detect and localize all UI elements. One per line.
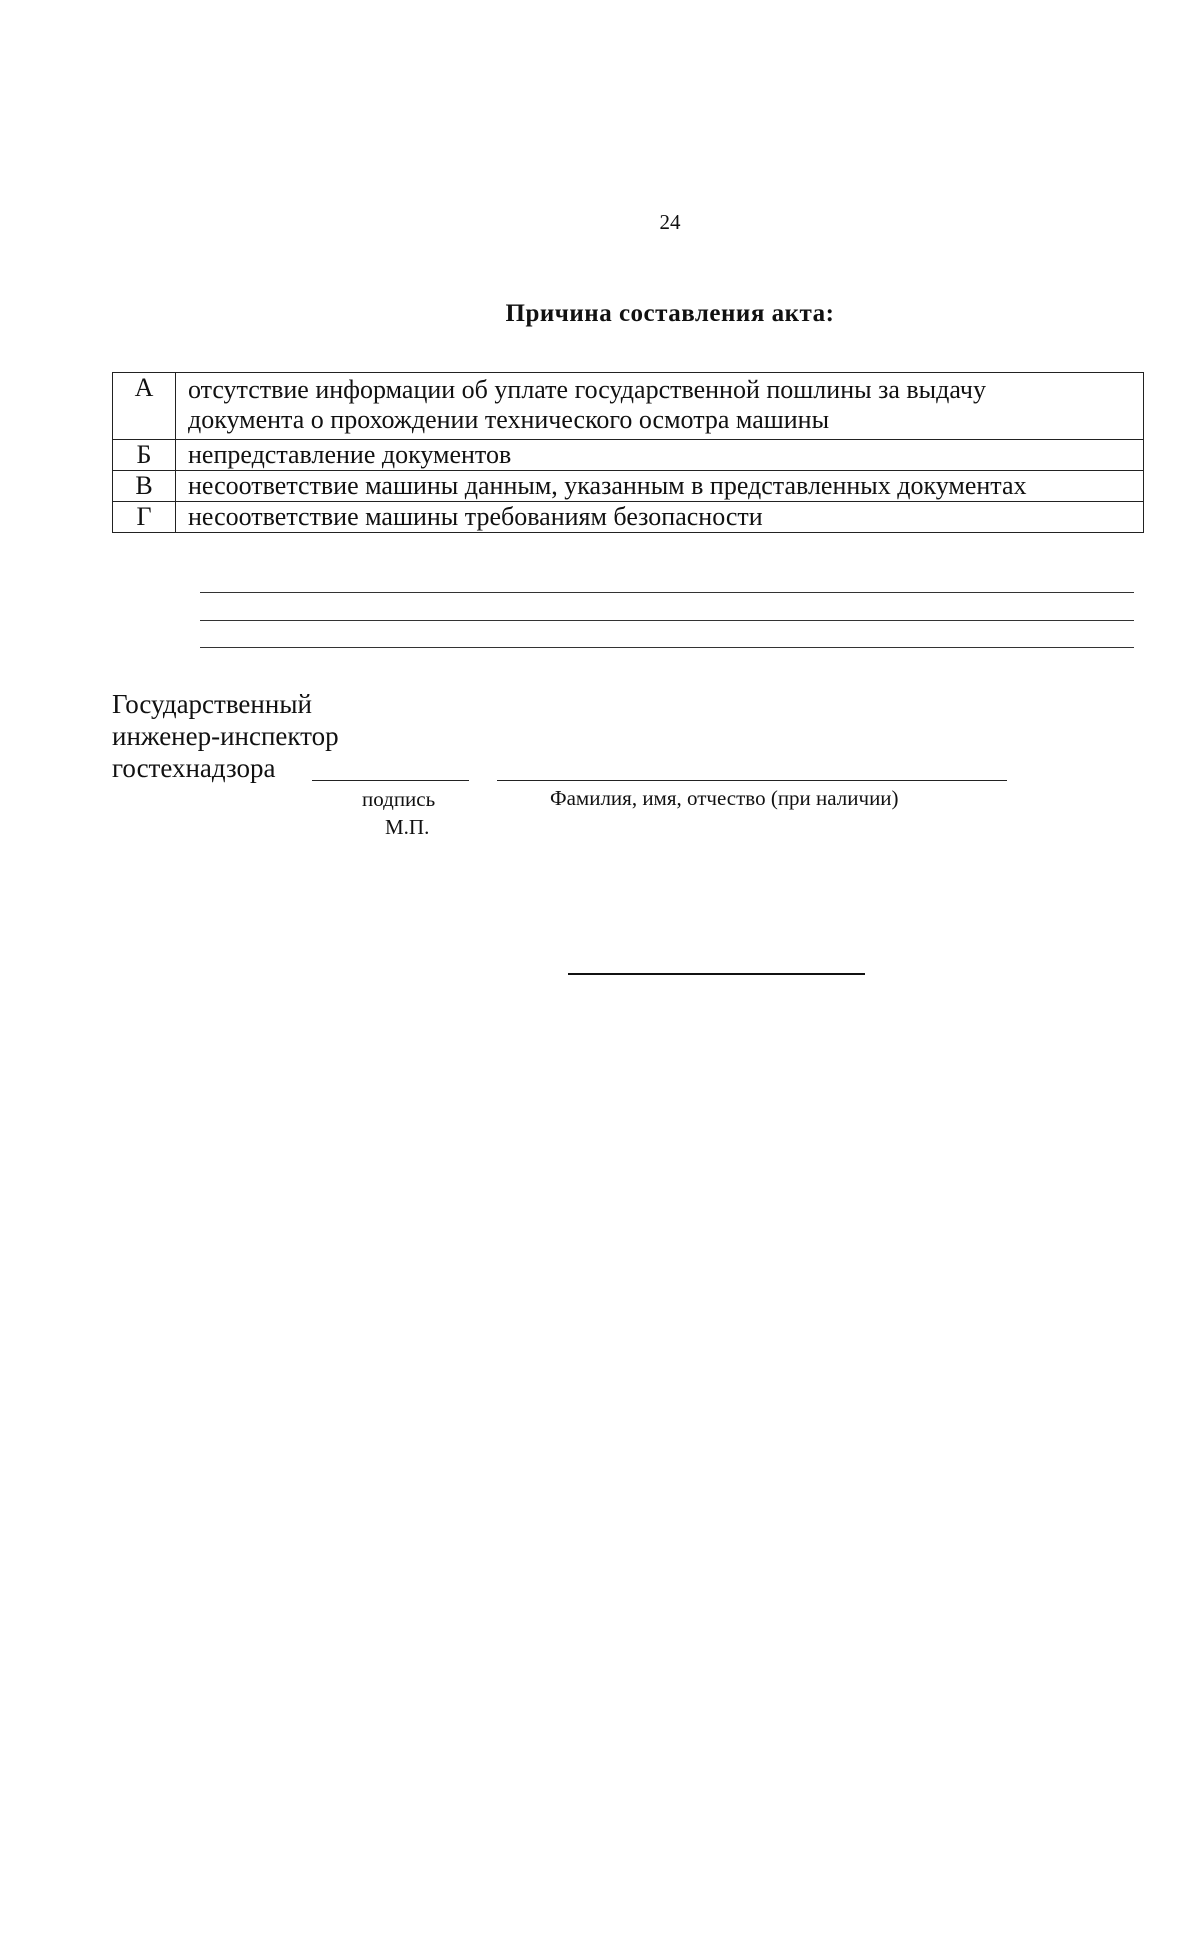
table-row [113, 440, 1144, 471]
blank-fill-line[interactable] [200, 647, 1134, 648]
reason-letter: В [113, 471, 176, 502]
table-row [113, 502, 1144, 533]
reason-letter: Б [113, 440, 176, 471]
signature-line[interactable] [312, 780, 469, 781]
name-line[interactable] [497, 780, 1007, 781]
reason-text-line: отсутствие информации об уплате государственной пошлины за выдачу [188, 375, 986, 404]
inspector-title-line: гостехнадзора [112, 753, 276, 783]
stamp-caption: М.П. [385, 815, 430, 839]
reason-text: несоответствие машины требованиям безопасности [176, 502, 1144, 533]
reasons-table [112, 372, 1144, 533]
reason-text-line: документа о прохождении технического осмотра машины [188, 405, 830, 434]
inspector-title [112, 688, 339, 784]
reason-text: несоответствие машины данным, указанным в представленных документах [176, 471, 1144, 502]
inspector-title-line: инженер-инспектор [112, 721, 339, 751]
end-divider [568, 973, 865, 975]
signature-caption: подпись [362, 787, 436, 811]
table-row [113, 373, 1144, 440]
blank-fill-line[interactable] [200, 620, 1134, 621]
name-caption: Фамилия, имя, отчество (при наличии) [550, 786, 899, 810]
blank-fill-line[interactable] [200, 592, 1134, 593]
inspector-title-line: Государственный [112, 689, 312, 719]
reason-text: непредставление документов [176, 440, 1144, 471]
reason-text [176, 373, 1144, 440]
table-row [113, 471, 1144, 502]
reason-letter: Г [113, 502, 176, 533]
page-title: Причина составления акта: [505, 300, 835, 327]
page-number: 24 [659, 210, 681, 234]
reason-letter: А [113, 373, 176, 440]
